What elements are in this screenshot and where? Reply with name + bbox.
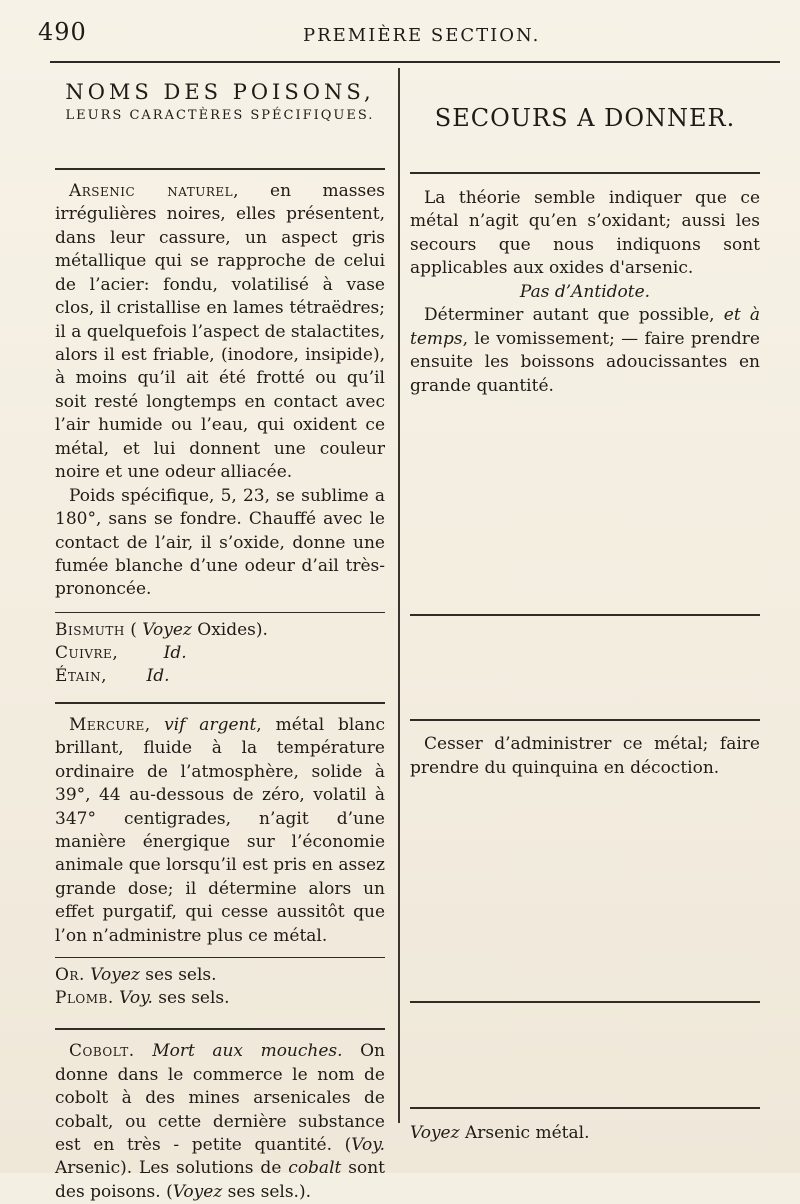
section-title: PREMIÈRE SECTION. <box>303 25 541 46</box>
cobolt-text-1: On donne dans le commerce le nom de cobolt à des mines arsenicales de cobalt, ou cette dernière substance est en très - petite quantité. ( <box>55 1041 385 1155</box>
bismuth-ref: Voyez <box>142 619 192 640</box>
right-rule-cobolt <box>410 1107 760 1109</box>
arsenic-paragraph-2: Poids spécifique, 5, 23, se sublime a 180°, sans se fondre. Chauffé avec le contact de l’air, il s’oxide, donne une fumée blanche d’une odeur d’ail très-prononcée. <box>55 485 385 600</box>
left-column-heading <box>55 80 385 124</box>
cobolt-text-3: sont des poisons. ( <box>55 1158 385 1202</box>
arsenic-remedy-italic: et à temps <box>410 305 761 349</box>
arsenic-description <box>55 180 385 602</box>
arsenic-remedy-end: , le vomissement; — faire prendre ensuite les boissons adoucissantes en grande quantité. <box>410 328 760 396</box>
top-rule <box>50 61 780 63</box>
rule-mercure <box>55 702 385 704</box>
cobolt-description <box>55 1040 385 1204</box>
cobolt-paragraph <box>55 1040 385 1204</box>
or-ref: Voyez <box>90 965 140 986</box>
cobolt-name: Cobolt. <box>69 1041 135 1062</box>
bismuth-name: Bismuth <box>55 619 125 640</box>
bismuth-list <box>55 619 385 688</box>
mercure-text: , métal blanc brillant, fluide à la température ordinaire de l’atmosphère, solide à 39°, 44 au-dessous de zéro, volatil à 347° centigrades, n’agit d’une manière énergique sur l’économie animale que lorsqu’il est pris en assez grande dose; il détermine alors un effet purgatif, qui cesse aussitôt que l’on n’administre plus ce métal. <box>55 714 385 946</box>
or-text: ses sels. <box>145 965 217 986</box>
plomb-text: ses sels. <box>158 988 230 1009</box>
right-rule-bismuth <box>410 614 760 616</box>
right-rule-mercure <box>410 719 760 721</box>
page-number: 490 <box>38 18 87 46</box>
or-line <box>55 964 385 987</box>
cuivre-line <box>55 642 385 665</box>
mercure-remedy-text: Cesser d’administrer ce métal; faire prendre du quinquina en décoction. <box>410 734 760 778</box>
cobolt-remedy <box>410 1122 760 1145</box>
rule-or <box>55 957 385 958</box>
right-column <box>410 70 760 1150</box>
arsenic-remedy-paragraph-2 <box>410 304 760 398</box>
mercure-name: Mercure <box>69 714 145 735</box>
right-rule-arsenic <box>410 172 760 174</box>
etain-id: Id. <box>146 665 170 686</box>
or-name: Or. <box>55 965 85 986</box>
rule-bismuth <box>55 612 385 613</box>
column-divider <box>398 68 400 1123</box>
rule-arsenic <box>55 168 385 170</box>
cobolt-word: cobalt <box>288 1158 342 1179</box>
cobolt-remedy-ref: Voyez <box>410 1122 460 1143</box>
arsenic-text-1: , en masses irrégulières noires, elles présentent, dans leur cassure, un aspect gris métallique qui se rapproche de celui de l’acier: fondu, volatilisé à vase clos, il cristallise en lames tétraëdres; il a quelquefois l’aspect de stalactites, alors il est friable, (inodore, insipide), à moins qu’il ait été frotté ou qu’il soit resté longtemps en contact avec l’air humide ou l’eau, qui oxident ce métal, et lui donnent une couleur noire et une odeur alliacée. <box>55 180 385 483</box>
mercure-remedy <box>410 733 760 780</box>
left-title-line-2: LEURS CARACTÈRES SPÉCIFIQUES. <box>65 108 375 124</box>
right-column-title: SECOURS A DONNER. <box>434 104 736 132</box>
arsenic-remedy-start: Déterminer autant que possible, <box>424 305 715 326</box>
mercure-description <box>55 714 385 949</box>
arsenic-paragraph-1 <box>55 180 385 485</box>
left-column <box>55 70 385 1202</box>
antidote-line: Pas d’Antidote. <box>519 281 651 302</box>
plomb-name: Plomb. <box>55 988 114 1009</box>
left-title-line-1: NOMS DES POISONS, <box>65 80 375 104</box>
mercure-alt-prefix: , <box>144 714 165 735</box>
bismuth-suffix: Oxides). <box>197 619 268 640</box>
arsenic-name: Arsenic naturel <box>69 180 234 201</box>
arsenic-remedy <box>410 187 760 398</box>
etain-line <box>55 665 385 688</box>
or-plomb-list <box>55 964 385 1010</box>
cobolt-alias: Mort aux mouches. <box>152 1041 343 1062</box>
mercure-paragraph <box>55 714 385 949</box>
rule-cobolt <box>55 1028 385 1030</box>
arsenic-remedy-paragraph-1: La théorie semble indiquer que ce métal n’agit qu’en s’oxidant; aussi les secours que nous indiquons sont applicables aux oxides d'arsenic. <box>410 188 760 279</box>
cobolt-ref-2: Voyez <box>172 1181 223 1202</box>
cobolt-text-4: ses sels.). <box>222 1181 311 1202</box>
bismuth-line-1 <box>55 619 385 642</box>
cuivre-name: Cuivre, <box>55 642 119 663</box>
cobolt-remedy-text: Arsenic métal. <box>464 1122 590 1143</box>
cobolt-text-2: Arsenic). Les solutions de <box>55 1158 289 1179</box>
page-header <box>38 18 768 52</box>
cobolt-ref-1: Voy. <box>351 1134 385 1155</box>
mercure-alt-name: vif argent <box>164 714 257 735</box>
cobolt-remedy-line <box>410 1122 760 1145</box>
bismuth-open: ( <box>130 619 137 640</box>
cuivre-id: Id. <box>163 642 187 663</box>
plomb-ref: Voy. <box>119 988 153 1009</box>
right-rule-or <box>410 1001 760 1003</box>
etain-name: Étain, <box>55 665 108 686</box>
plomb-line <box>55 987 385 1010</box>
